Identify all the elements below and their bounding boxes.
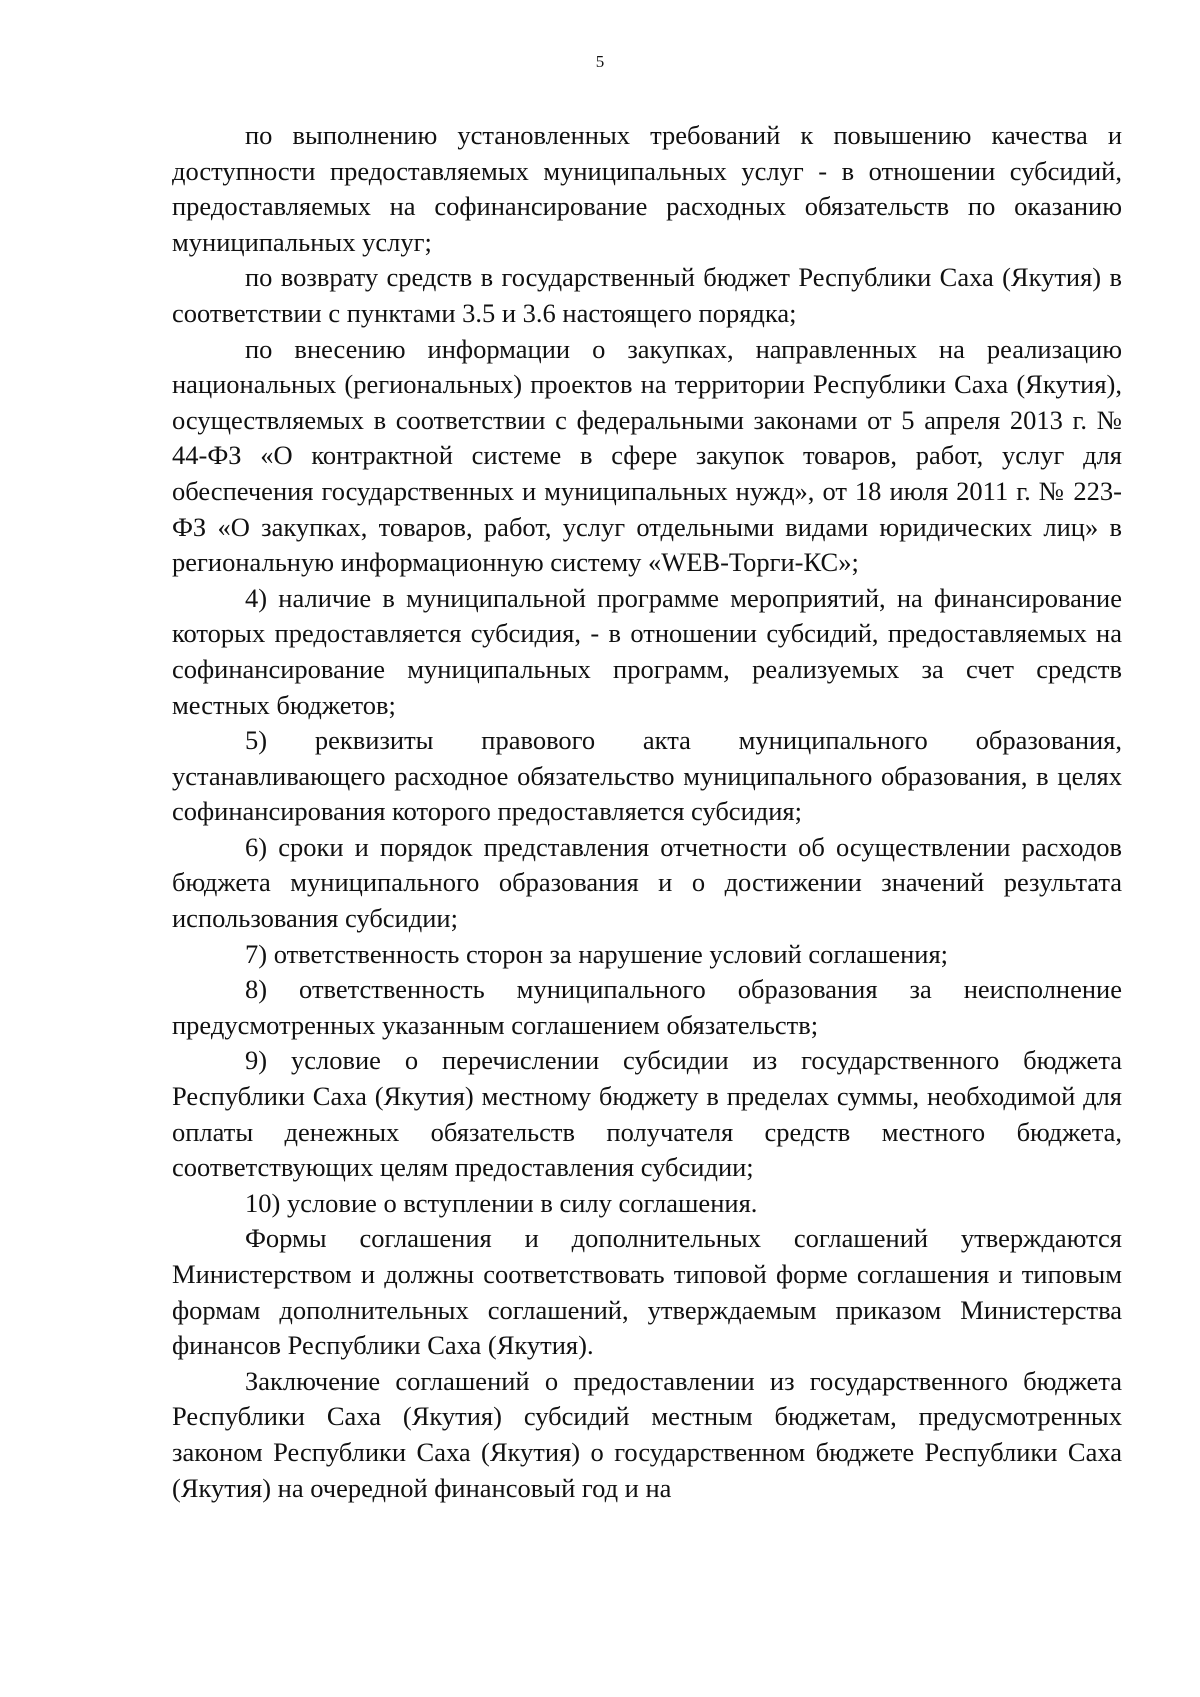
paragraph-item-6: 6) сроки и порядок представления отчетности об осуществлении расходов бюджета муниципального образования и о достижении значений результата использования субсидии;	[172, 831, 1122, 934]
paragraph-item-4: 4) наличие в муниципальной программе мероприятий, на финансирование которых предоставляется субсидия, - в отношении субсидий, предоставляемых на софинансирование муниципальных программ, реализуемых за счет средств местных бюджетов;	[172, 582, 1122, 720]
paragraph-item-7: 7) ответственность сторон за нарушение условий соглашения;	[245, 938, 949, 969]
paragraph-procurement-information: по внесению информации о закупках, направленных на реализацию национальных (региональных) проектов на территории Республики Саха (Якутия), осуществляемых в соответствии с федеральными законами от 5 апреля 2013 г. № 44-ФЗ «О контрактной системе в сфере закупок товаров, работ, услуг для обеспечения государственных и муниципальных нужд», от 18 июля 2011 г. № 223-ФЗ «О закупках, товаров, работ, услуг отдельными видами юридических лиц» в региональную информационную систему «WEB-Торги-КС»;	[172, 333, 1122, 578]
paragraph-item-8: 8) ответственность муниципального образования за неисполнение предусмотренных указанным соглашением обязательств;	[172, 974, 1122, 1040]
paragraph-quality-requirements: по выполнению установленных требований к повышению качества и доступности предоставляемых муниципальных услуг - в отношении субсидий, предоставляемых на софинансирование расходных обязательств по оказанию муниципальных услуг;	[172, 120, 1122, 257]
page-number: 5	[595, 52, 605, 71]
paragraph-item-10: 10) условие о вступлении в силу соглашения.	[245, 1187, 758, 1218]
paragraph-return-of-funds: по возврату средств в государственный бюджет Республики Саха (Якутия) в соответствии с пунктами 3.5 и 3.6 настоящего порядка;	[172, 262, 1122, 328]
paragraph-agreement-forms: Формы соглашения и дополнительных соглашений утверждаются Министерством и должны соответствовать типовой форме соглашения и типовым формам дополнительных соглашений, утверждаемым приказом Министерства финансов Республики Саха (Якутия).	[172, 1223, 1122, 1361]
document-body	[172, 118, 1122, 1506]
paragraph-item-9: 9) условие о перечислении субсидии из государственного бюджета Республики Саха (Якутия) местному бюджету в пределах суммы, необходимой для оплаты денежных обязательств получателя средств местного бюджета, соответствующих целям предоставления субсидии;	[172, 1045, 1122, 1183]
paragraph-agreement-conclusion: Заключение соглашений о предоставлении из государственного бюджета Республики Саха (Якутия) субсидий местным бюджетам, предусмотренных законом Республики Саха (Якутия) о государственном бюджете Республики Саха (Якутия) на очередной финансовый год и на	[172, 1365, 1122, 1503]
paragraph-item-5: 5) реквизиты правового акта муниципального образования, устанавливающего расходное обязательство муниципального образования, в целях софинансирования которого предоставляется субсидия;	[172, 725, 1122, 827]
